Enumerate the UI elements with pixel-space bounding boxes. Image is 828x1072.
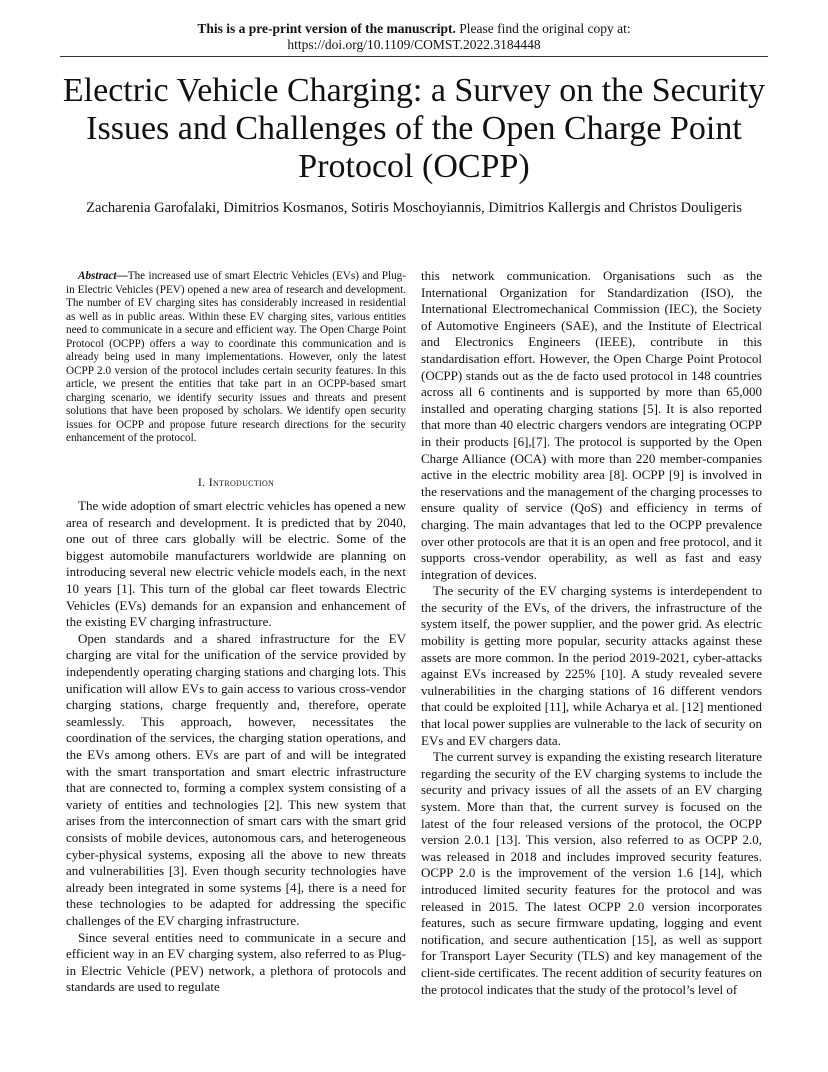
abstract-lead: Abstract— bbox=[78, 270, 128, 282]
intro-paragraph-3: Since several entities need to communicate in a secure and efficient way in an EV charging system, also referred to as Plug-in Electric Vehicle (PEV) network, a plethora of protocols and standards are used to regulate bbox=[66, 929, 406, 995]
intro-paragraph-3-continued: this network communication. Organisations such as the International Organization for Standardization (ISO), the International Electromechanical Commission (IEC), the Society of Automotive Engineers (SAE), and the Institute of Electrical and Electronics Engineers (IEEE), contribute in this standardisation effort. However, the Open Charge Point Protocol (OCPP) stands out as the de facto used protocol in 148 countries across all 6 continents and is supported by more than 65,000 installed and operating charging stations [5]. It is also reported that more than 40 electric chargers vendors are integrating OCPP in their products [6],[7]. The protocol is supported by the Open Charge Alliance (OCA) with more than 220 member-companies active in the electric mobility area [8]. OCPP [9] is involved in the reservations and the management of the charging processes to ensure quality of service (QoS) and efficiency in terms of charging. The main advantages that led to the OCPP prevalence over other protocols are that it is an open and free protocol, and it supports cross-vendor operability, as well as fast and easy integration of devices. bbox=[421, 268, 762, 582]
banner-rest-text: Please find the original copy at: bbox=[455, 21, 631, 36]
banner-doi: https://doi.org/10.1109/COMST.2022.3184448 bbox=[287, 37, 541, 52]
paper-title: Electric Vehicle Charging: a Survey on the Security Issues and Challenges of the Open Charge Point Protocol (OCPP) bbox=[62, 72, 766, 185]
banner-line-1 bbox=[60, 21, 768, 37]
header-rule bbox=[60, 56, 768, 57]
intro-paragraph-4: The security of the EV charging systems is interdependent to the security of the EVs, of the drivers, the infrastructure of the system itself, the power supplier, and the power grid. As electric mobility is getting more popular, security attacks against these assets are more common. In the period 2019-2021, cyber-attacks against EVs increased by 225% [10]. A study revealed severe vulnerabilities in the charging stations of 16 different vendors that could be exploited [11], while Acharya et al. [12] mentioned that local power supplies are vulnerable to the lack of security on EVs and EV chargers data. bbox=[421, 583, 762, 748]
author-list: Zacharenia Garofalaki, Dimitrios Kosmanos, Sotiris Moschoyiannis, Dimitrios Kallergis and Christos Douligeris bbox=[86, 200, 742, 216]
section-heading-introduction: I. Introduction bbox=[197, 474, 275, 489]
intro-paragraph-1: The wide adoption of smart electric vehicles has opened a new area of research and development. It is predicted that by 2040, one out of three cars globally will be electric. Some of the biggest automobile manufacturers worldwide are planning on introducing several new electric vehicle models each, in the next 10 years [1]. This turn of the global car fleet towards Electric Vehicles (EVs) demands for an expansion and enhancement of the existing EV charging infrastructure. bbox=[66, 498, 406, 630]
left-column bbox=[66, 268, 406, 996]
intro-paragraph-2: Open standards and a shared infrastructure for the EV charging are vital for the unification of the service provided by independently operating charging stations and charging lots. This unification will allow EVs to gain access to various cross-vendor charging stations, charge frequently and, therefore, operate seamlessly. This approach, however, necessitates the coordination of the services, the charging station operations, and the EVs among others. EVs are part of and will be integrated with the smart transportation and smart electric infrastructure that are connected to, forming a complex system consisting of a variety of entities and technologies [2]. This new system that arises from the interconnection of smart cars with the smart grid consists of mobile devices, autonomous cars, and heterogeneous cyber-physical systems, exposing all the above to new threats and vulnerabilities [3]. Even though security technologies have already been integrated in some systems [4], there is a need for these technologies to be adapted for addressing the specific challenges of the EV charging infrastructure. bbox=[66, 630, 406, 928]
abstract bbox=[66, 270, 406, 446]
right-column bbox=[421, 268, 762, 998]
intro-paragraph-5: The current survey is expanding the existing research literature regarding the security of the EV charging systems to include the security and privacy issues of all the assets of an EV charging system. More than that, the current survey is focused on the latest of the four released versions of the protocol, the OCPP version 2.0.1 [13]. This version, also referred to as OCPP 2.0, was released in 2018 and includes improved security features. OCPP 2.0 is the improvement of the version 1.6 [14], which introduced limited security features for the protocol and was released in 2015. The latest OCPP 2.0 version incorporates features, such as secure firmware updating, logging and event notification, and secure authentication [15], as well as support for Transport Layer Security (TLS) and key management of the client-side certificates. The recent addition of security features on the protocol indicates that the study of the protocol’s level of bbox=[421, 749, 762, 997]
abstract-text: The increased use of smart Electric Vehicles (EVs) and Plug-in Electric Vehicles (PEV) opened a new area of research and development. The number of EV charging sites has considerably increased in residential as well as in public areas. Within these EV charging sites, various entities need to communicate in a secure and efficient way. The Open Charge Point Protocol (OCPP) offers a way to coordinate this communication and is already being used in many implementations. However, only the latest OCPP 2.0 version of the protocol includes certain security features. In this article, we present the entities that take part in an OCPP-based smart charging scenario, we identify security issues and threats and present solutions that have been proposed by scholars. We identify open security issues for OCPP and propose future research directions for the security enhancement of the protocol. bbox=[66, 270, 406, 444]
banner-bold-text: This is a pre-print version of the manuscript. bbox=[197, 21, 456, 36]
preprint-banner bbox=[60, 21, 768, 53]
